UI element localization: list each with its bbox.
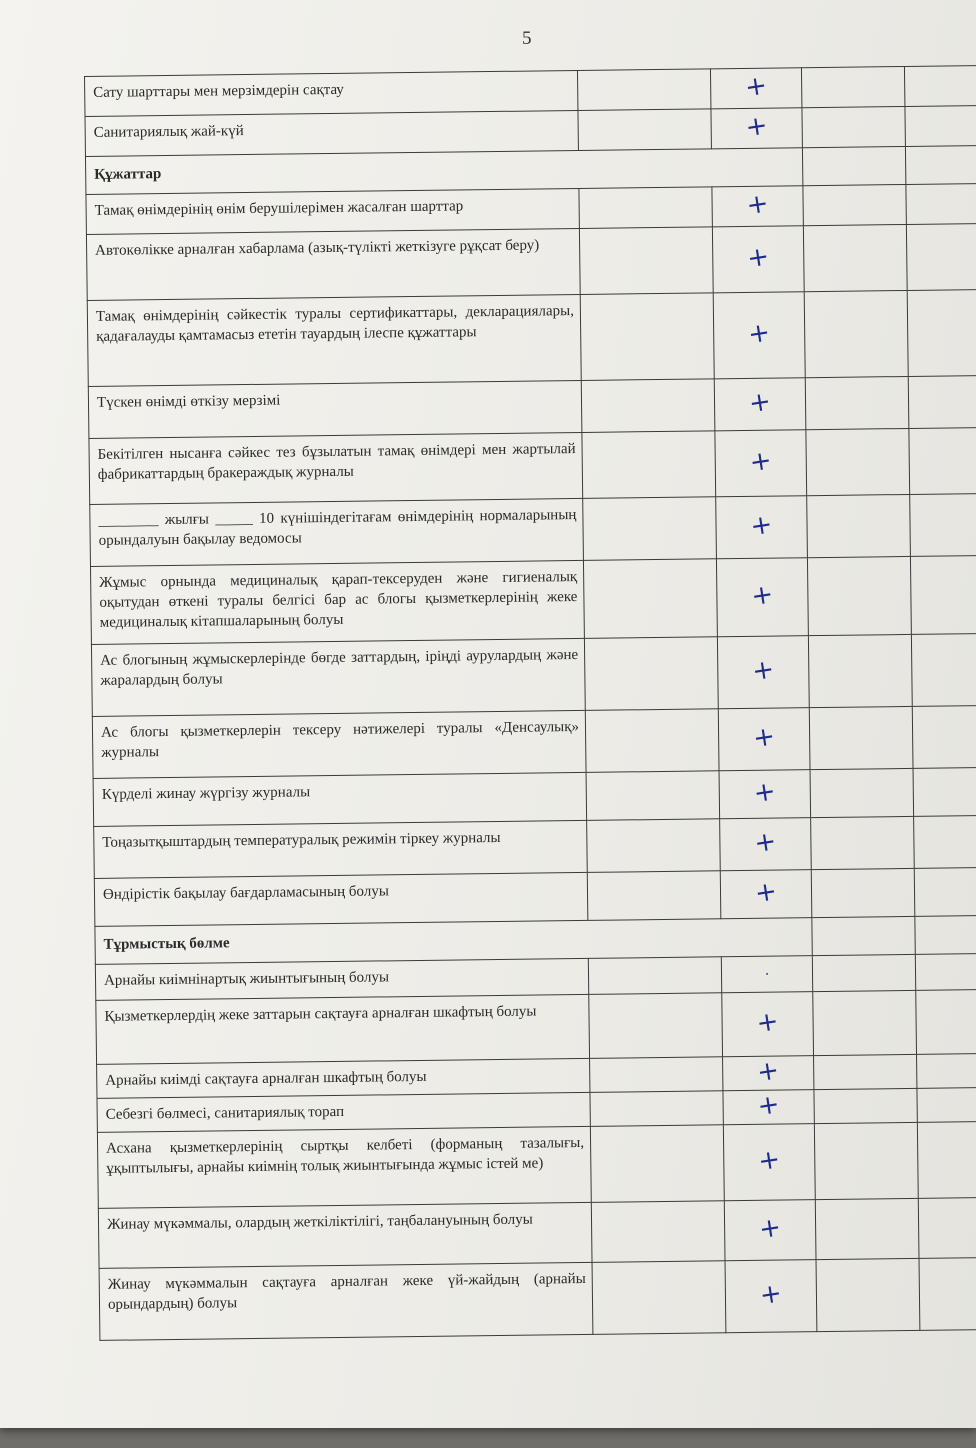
mark-cell: [714, 378, 806, 431]
criterion-text: Автокөлікке арналған хабарлама (азық-түлікті жеткізуге рұқсат беру): [86, 228, 580, 300]
empty-cell: [916, 989, 976, 1054]
handwritten-plus-mark: +: [746, 385, 774, 419]
empty-cell: [804, 290, 908, 377]
criterion-text: Қызметкерлердің жеке заттарын сақтауға арналған шкафтың болуы: [96, 994, 590, 1064]
mark-cell: [712, 186, 803, 227]
criterion-text: Тоңазытқыштардың температуралық режимін тіркеу журналы: [94, 820, 588, 878]
empty-cell: [909, 427, 976, 494]
empty-cell: [588, 957, 721, 995]
handwritten-plus-mark: +: [743, 69, 770, 103]
empty-cell: [917, 1053, 976, 1088]
empty-cell: [910, 555, 976, 634]
mark-cell: [713, 292, 805, 379]
handwritten-plus-mark: +: [757, 1277, 784, 1311]
empty-cell: [582, 431, 716, 499]
empty-cell: [812, 954, 915, 991]
criterion-text: Тамақ өнімдерінің сәйкестік туралы сертификаттары, декларациялары, қадағалауды қамтамасыз ететін тауардың ілеспе құжаттары: [87, 294, 581, 386]
checklist-row: [99, 1257, 976, 1340]
empty-cell: [810, 768, 914, 817]
empty-cell: [807, 556, 911, 635]
handwritten-plus-mark: +: [755, 1088, 782, 1122]
empty-cell: [585, 709, 719, 773]
checklist-row: [90, 555, 976, 644]
empty-cell: [915, 915, 976, 954]
empty-cell: [905, 145, 976, 184]
empty-cell: [589, 993, 723, 1059]
handwritten-plus-mark: +: [752, 825, 779, 859]
empty-cell: [917, 1121, 976, 1198]
empty-cell: [591, 1201, 725, 1263]
mark-cell: [720, 870, 812, 919]
empty-cell: [587, 871, 721, 921]
mark-cell: [711, 108, 802, 149]
criterion-text: Себезгі бөлмесі, санитариялық торап: [97, 1092, 590, 1132]
empty-cell: [815, 1198, 919, 1259]
criterion-text: Асхана қызметкерлерінің сыртқы келбеті (форманың тазалығы, ұқыптылығы, арнайы киімнің толық жиынтығында жұмыс істей ме): [97, 1126, 591, 1208]
empty-cell: [814, 1088, 917, 1123]
empty-cell: [579, 187, 712, 229]
empty-cell: [586, 771, 720, 821]
page-number: 5: [522, 28, 532, 49]
criterion-text: Жинау мүкәммалы, олардың жеткіліктілігі, таңбалануының болуы: [98, 1202, 592, 1268]
mark-cell: [724, 1200, 816, 1261]
mark-cell: [720, 818, 812, 871]
checklist-row: [90, 493, 976, 566]
empty-cell: [912, 705, 976, 768]
empty-cell: [802, 106, 905, 147]
handwritten-plus-mark: ·: [763, 965, 771, 983]
checklist-row: [96, 989, 976, 1064]
empty-cell: [816, 1258, 920, 1331]
empty-cell: [583, 497, 717, 561]
empty-cell: [919, 1257, 976, 1330]
criterion-text: Арнайы киімнінартық жиынтығының болуы: [95, 958, 588, 1000]
criterion-text: Ас блогының жұмыскерлерінде бөгде заттардың, іріңді аурулардың және жаралардың болуы: [91, 638, 585, 716]
empty-cell: [584, 637, 718, 711]
empty-cell: [914, 867, 976, 916]
empty-cell: [908, 375, 976, 428]
empty-cell: [905, 105, 976, 146]
empty-cell: [803, 224, 907, 291]
handwritten-plus-mark: +: [749, 578, 776, 612]
empty-cell: [590, 1057, 723, 1093]
mark-cell: [723, 1056, 814, 1091]
empty-cell: [579, 227, 713, 295]
criterion-text: Түскен өнімді өткізу мерзімі: [88, 380, 582, 438]
mark-cell: [725, 1260, 817, 1333]
empty-cell: [812, 916, 915, 955]
checklist-row: [91, 633, 976, 716]
mark-cell: [712, 226, 804, 293]
handwritten-plus-mark: +: [751, 720, 778, 754]
mark-cell: [719, 770, 811, 819]
handwritten-plus-mark: +: [745, 240, 772, 274]
empty-cell: [801, 66, 904, 107]
empty-cell: [911, 633, 976, 706]
checklist-row: [98, 1197, 976, 1268]
empty-cell: [915, 953, 976, 990]
empty-cell: [906, 183, 976, 224]
empty-cell: [581, 379, 715, 433]
mark-cell: [723, 1124, 815, 1201]
handwritten-plus-mark: +: [756, 1143, 783, 1177]
empty-cell: [580, 293, 714, 381]
empty-cell: [807, 494, 911, 557]
mark-cell: [721, 956, 812, 993]
empty-cell: [802, 146, 905, 185]
criterion-text: Сату шарттары мен мерзімдерін сақтау: [85, 70, 578, 116]
empty-cell: [587, 819, 721, 873]
handwritten-plus-mark: +: [747, 444, 774, 478]
empty-cell: [809, 706, 913, 769]
empty-cell: [814, 1122, 918, 1199]
empty-cell: [906, 223, 976, 290]
criterion-text: Ас блогы қызметкерлерін тексеру нәтижелері туралы «Денсаулық» журналы: [92, 710, 586, 778]
mark-cell: [723, 1090, 814, 1125]
empty-cell: [904, 65, 976, 106]
checklist-row: [86, 223, 976, 300]
empty-cell: [910, 493, 976, 556]
criterion-text: Тамақ өнімдерінің өнім берушілерімен жасалған шарттар: [86, 188, 579, 234]
empty-cell: [811, 868, 915, 917]
criterion-text: ________ жылғы _____ 10 күнішіндегітағам өнімдерінің нормаларының орындалуын бақылау ведомосы: [90, 498, 584, 566]
mark-cell: [710, 68, 801, 109]
handwritten-plus-mark: +: [757, 1211, 784, 1245]
mark-cell: [718, 708, 810, 771]
section-title: Құжаттар: [85, 148, 802, 195]
empty-cell: [583, 559, 717, 639]
empty-cell: [914, 815, 976, 868]
criterion-text: Санитариялық жай-күй: [85, 110, 578, 156]
criterion-text: Арнайы киімді сақтауға арналған шкафтың болуы: [97, 1058, 590, 1098]
empty-cell: [814, 1054, 917, 1089]
mark-cell: [716, 496, 808, 559]
handwritten-plus-mark: +: [748, 508, 775, 542]
empty-cell: [907, 289, 976, 376]
empty-cell: [592, 1261, 726, 1335]
empty-cell: [808, 634, 912, 707]
handwritten-plus-mark: +: [755, 1054, 782, 1088]
empty-cell: [803, 184, 906, 225]
handwritten-plus-mark: +: [743, 109, 770, 143]
criterion-text: Өндірістік бақылау бағдарламасының болуы: [94, 872, 588, 926]
checklist-table-wrapper: [84, 65, 959, 1340]
mark-cell: [717, 636, 809, 709]
criterion-text: Жинау мүкәммалын сақтауға арналған жеке үй-жайдың (арнайы орындардың) болуы: [99, 1262, 593, 1340]
empty-cell: [806, 428, 910, 495]
checklist-row: [97, 1121, 976, 1208]
empty-cell: [577, 69, 710, 111]
checklist-table-body: [85, 65, 976, 1340]
empty-cell: [811, 816, 915, 869]
handwritten-plus-mark: +: [754, 1005, 781, 1039]
empty-cell: [917, 1087, 976, 1122]
empty-cell: [590, 1125, 724, 1203]
handwritten-plus-mark: +: [750, 653, 777, 687]
empty-cell: [918, 1197, 976, 1258]
empty-cell: [913, 767, 976, 816]
handwritten-plus-mark: +: [746, 316, 773, 350]
checklist-row: [87, 289, 976, 386]
criterion-text: Бекітілген нысанға сәйкес тез бұзылатын тамақ өнімдері мен жартылай фабрикаттардың бракераждық журналы: [89, 432, 583, 504]
handwritten-plus-mark: +: [752, 875, 780, 909]
handwritten-plus-mark: +: [751, 775, 778, 809]
mark-cell: [716, 558, 808, 637]
criterion-text: Жұмыс орнында медициналық қарап-тексеруден және гигиеналық оқытудан өткені туралы белгісі бар ас блогы қызметкерлерінің жеке медициналық кітапшаларының болуы: [90, 560, 584, 644]
empty-cell: [578, 109, 711, 151]
mark-cell: [715, 430, 807, 497]
empty-cell: [813, 990, 917, 1055]
checklist-row: [92, 705, 976, 778]
handwritten-plus-mark: +: [744, 187, 771, 221]
criterion-text: Күрделі жинау жүргізу журналы: [93, 772, 587, 826]
section-title: Тұрмыстық бөлме: [95, 918, 812, 965]
checklist-row: [89, 427, 976, 504]
empty-cell: [805, 376, 909, 429]
mark-cell: [722, 992, 814, 1057]
checklist-table: [84, 65, 976, 1341]
empty-cell: [590, 1091, 723, 1127]
